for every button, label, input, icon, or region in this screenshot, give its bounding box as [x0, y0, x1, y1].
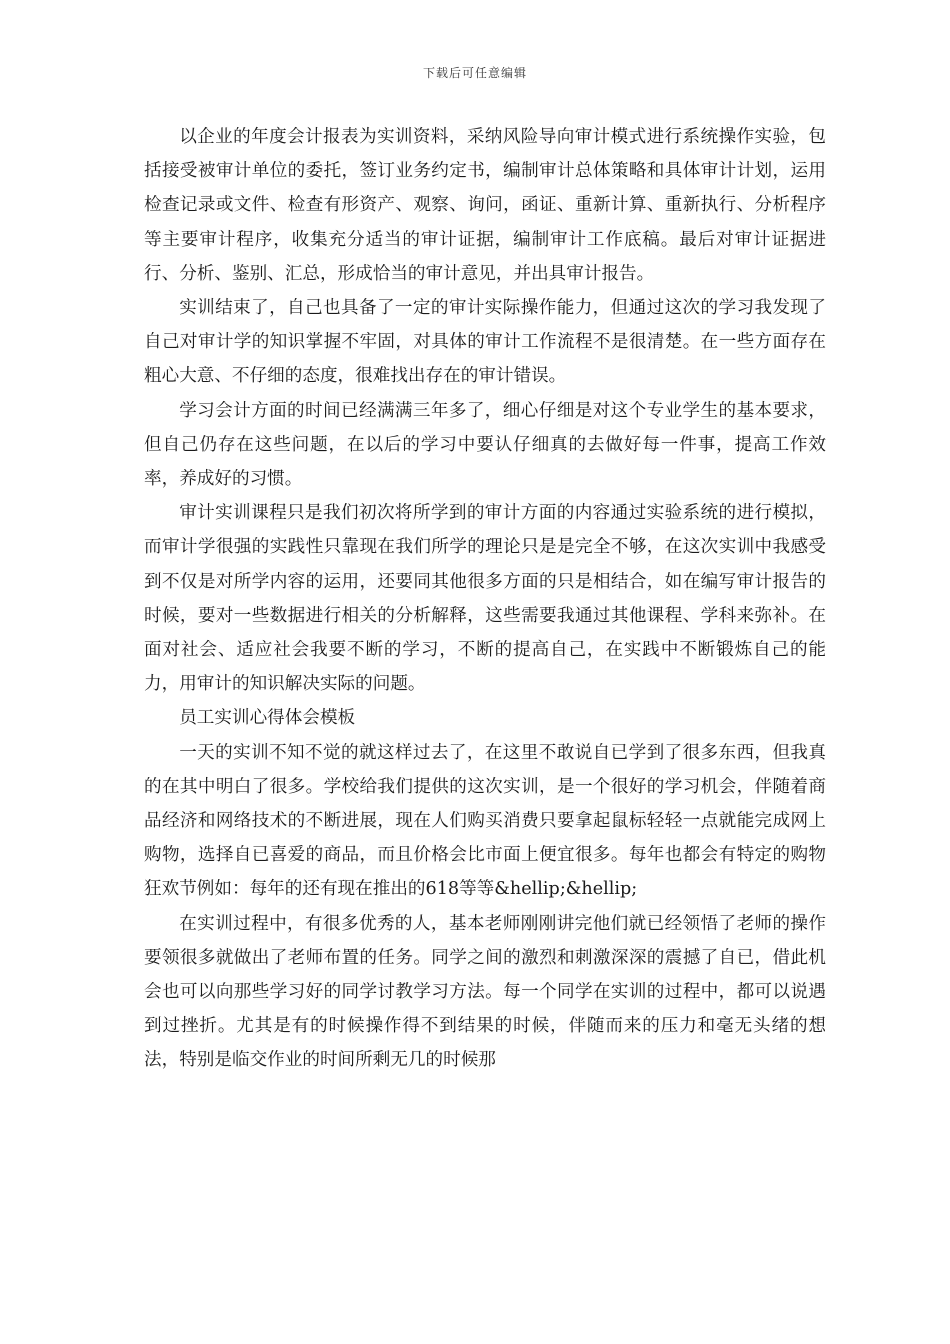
paragraph-training-reflection: 实训结束了，自己也具备了一定的审计实际操作能力，但通过这次的学习我发现了自己对审计学的知识掌握不牢固，对具体的审计工作流程不是很清楚。在一些方面存在粗心大意、不仔细的态度，很难找出存在的审计错误。 — [144, 298, 826, 387]
paragraph-course-summary: 审计实训课程只是我们初次将所学到的审计方面的内容通过实验系统的进行模拟，而审计学很强的实践性只靠现在我们所学的理论只是是完全不够，在这次实训中我感受到不仅是对所学内容的运用，还要同其他很多方面的只是相结合，如在编写审计报告的时候，要对一些数据进行相关的分析解释，这些需要我通过其他课程、学科来弥补。在面对社会、适应社会我要不断的学习，不断的提高自己，在实践中不断锻炼自己的能力，用审计的知识解决实际的问题。 — [144, 503, 826, 695]
paragraph-one-day-training: 一天的实训不知不觉的就这样过去了，在这里不敢说自已学到了很多东西，但我真的在其中明白了很多。学校给我们提供的这次实训，是一个很好的学习机会，伴随着商品经济和网络技术的不断进展，现在人们购买消费只要拿起鼠标轻轻一点就能完成网上购物，选择自已喜爱的商品，而且价格会比市面上便宜很多。每年也都会有特定的购物狂欢节例如：每年的还有现在推出的618等等&hellip;&hellip; — [144, 742, 826, 900]
paragraph-study-habits: 学习会计方面的时间已经满满三年多了，细心仔细是对这个专业学生的基本要求，但自己仍存在这些问题，在以后的学习中要认仔细真的去做好每一件事，提高工作效率，养成好的习惯。 — [144, 400, 826, 490]
section-heading: 员工实训心得体会模板 — [179, 708, 356, 729]
document-body — [144, 120, 826, 1078]
paragraph-training-process: 在实训过程中，有很多优秀的人，基本老师刚刚讲完他们就已经领悟了老师的操作要领很多就做出了老师布置的任务。同学之间的激烈和刺激深深的震撼了自已，借此机会也可以向那些学习好的同学讨教学习方法。每一个同学在实训的过程中，都可以说遇到过挫折。尤其是有的时候操作得不到结果的时候，伴随而来的压力和毫无头绪的想法，特别是临交作业的时间所剩无几的时候那 — [144, 913, 826, 1071]
page-header: 下载后可任意编辑 — [422, 66, 527, 80]
paragraph-audit-training-content: 以企业的年度会计报表为实训资料，采纳风险导向审计模式进行系统操作实验，包括接受被审计单位的委托，签订业务约定书，编制审计总体策略和具体审计计划，运用检查记录或文件、检查有形资产、观察、询问，函证、重新计算、重新执行、分析程序等主要审计程序，收集充分适当的审计证据，编制审计工作底稿。最后对审计证据进行、分析、鉴别、汇总，形成恰当的审计意见，并出具审计报告。 — [144, 127, 826, 284]
